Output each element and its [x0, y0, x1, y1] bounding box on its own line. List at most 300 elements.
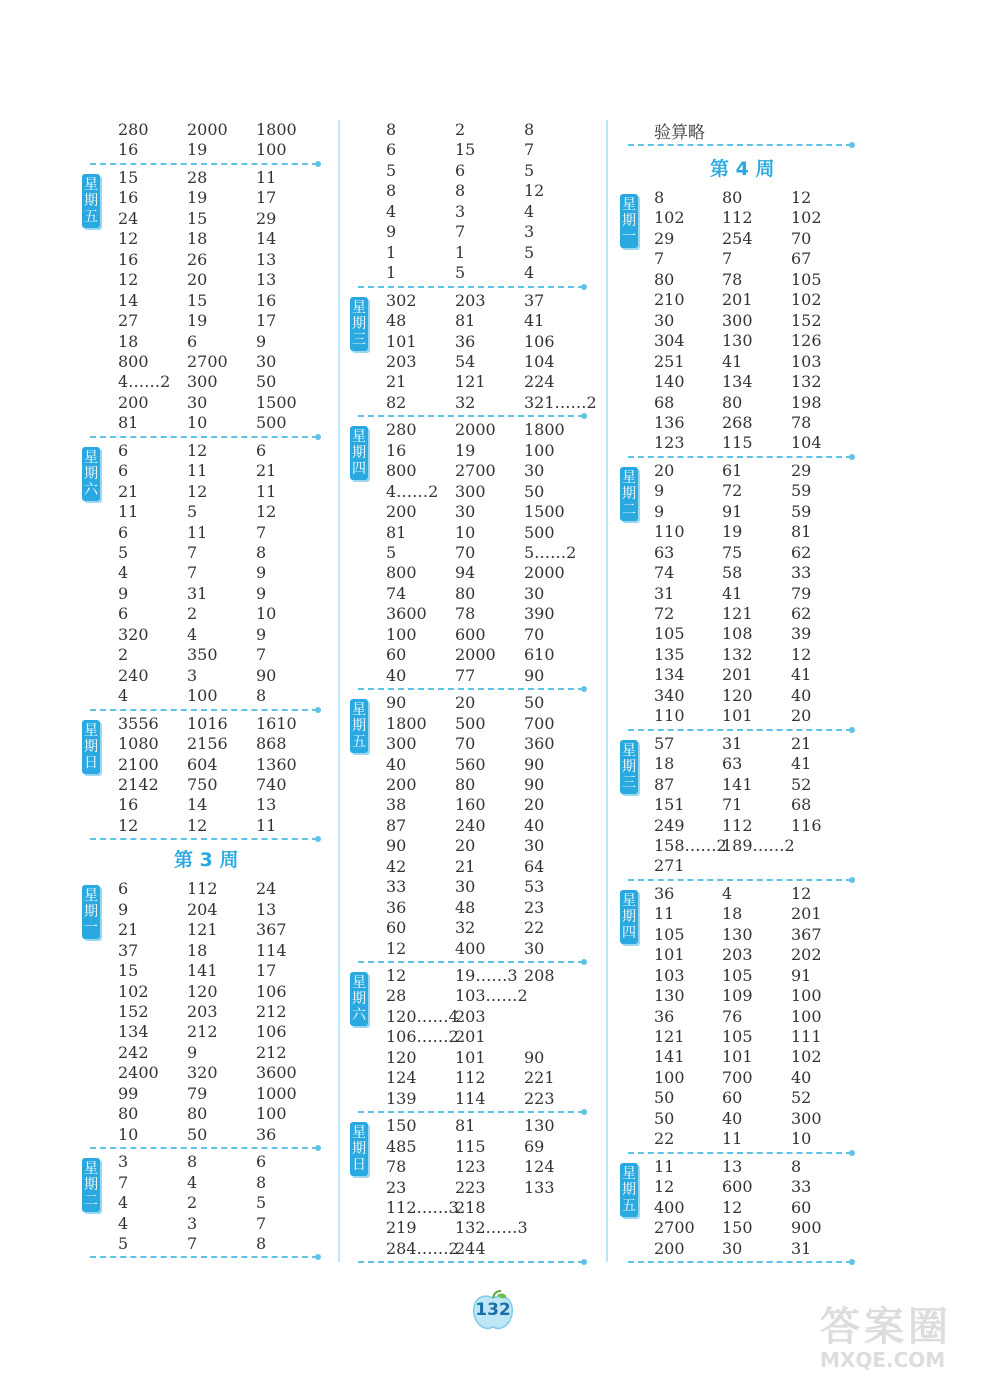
- answer-value: 132: [791, 372, 822, 392]
- answer-value: 11: [256, 815, 277, 835]
- answer-value: 13: [256, 795, 277, 815]
- answer-value: 320: [187, 1063, 218, 1083]
- day-label: [620, 194, 638, 248]
- answer-value: 151: [654, 795, 685, 815]
- section-divider: [358, 688, 584, 690]
- answer-value: 74: [654, 563, 675, 583]
- answer-value: 101: [386, 331, 417, 351]
- answer-value: 12: [524, 181, 545, 201]
- answer-value: 1: [386, 242, 397, 262]
- answer-value: 5: [256, 1193, 267, 1213]
- answer-value: 1800: [256, 120, 297, 139]
- answer-value: 11: [118, 502, 139, 522]
- answer-value: 9: [256, 583, 267, 603]
- answer-value: 100: [386, 624, 417, 644]
- answer-value: 1: [386, 263, 397, 283]
- day-label: [82, 720, 100, 774]
- answer-value: 300: [455, 481, 486, 501]
- answer-value: 7: [187, 543, 198, 562]
- answer-value: 560: [455, 754, 486, 774]
- day-label-char: 二: [84, 1193, 98, 1210]
- day-label-char: 星: [622, 197, 636, 213]
- answer-value: 203: [455, 1006, 486, 1026]
- answer-value: 112: [722, 815, 753, 835]
- day-label-char: 星: [352, 429, 366, 446]
- answer-value: 6: [118, 522, 129, 542]
- answer-value: 300: [187, 372, 218, 392]
- section-divider: [90, 163, 318, 165]
- answer-value: 11: [722, 1129, 743, 1149]
- answer-value: 740: [256, 774, 287, 794]
- answer-value: 2: [118, 645, 129, 665]
- section-divider: [358, 961, 584, 963]
- answer-value: 14: [118, 290, 139, 310]
- answer-value: 78: [722, 269, 743, 289]
- answer-value: 91: [791, 965, 812, 985]
- answer-value: 40: [386, 665, 407, 685]
- answer-value: 40: [791, 685, 812, 705]
- answer-value: 3: [524, 222, 535, 242]
- answer-value: 9: [256, 624, 267, 644]
- answer-value: 112: [187, 879, 218, 899]
- answer-value: 5: [386, 160, 397, 180]
- answer-value: 868: [256, 734, 287, 754]
- answer-value: 2000: [455, 645, 496, 665]
- answer-value: 101: [722, 706, 753, 726]
- answer-value: 20: [791, 706, 812, 726]
- answer-value: 14: [187, 795, 208, 815]
- answer-value: 203: [386, 351, 417, 371]
- answer-value: 50: [187, 1124, 208, 1144]
- answer-value: 50: [256, 372, 277, 392]
- answer-value: 202: [791, 945, 822, 965]
- answer-value: 3556: [118, 713, 159, 733]
- day-label: [620, 740, 638, 794]
- answer-value: 70: [524, 624, 545, 644]
- answer-value: 94: [455, 563, 476, 583]
- answer-value: 15: [187, 208, 208, 228]
- answer-value: 12: [791, 883, 812, 903]
- answer-value: 4……2: [386, 481, 439, 501]
- answer-value: 16: [118, 249, 139, 269]
- answer-value: 300: [722, 310, 753, 330]
- answer-value: 8: [256, 1172, 267, 1192]
- answer-value: 134: [722, 372, 753, 392]
- watermark: [820, 1295, 952, 1372]
- answer-value: 81: [455, 311, 476, 331]
- answer-value: 2000: [455, 420, 496, 440]
- answer-value: 400: [654, 1197, 685, 1217]
- day-label-char: 星: [84, 1161, 98, 1178]
- day-label-char: 日: [84, 754, 98, 771]
- answer-value: 3600: [386, 604, 427, 624]
- answer-value: 79: [187, 1083, 208, 1103]
- answer-value: 78: [455, 604, 476, 624]
- answer-value: 11: [187, 461, 208, 481]
- answer-value: 9: [256, 331, 267, 351]
- answer-value: 15: [187, 290, 208, 310]
- answer-value: 7: [118, 1172, 129, 1192]
- answer-value: 30: [722, 1238, 743, 1258]
- answer-value: 15: [118, 961, 139, 981]
- answer-value: 26: [187, 249, 208, 269]
- answer-value: 12: [187, 440, 208, 460]
- answer-value: 160: [455, 795, 486, 815]
- answer-value: 102: [791, 1047, 822, 1067]
- day-label: [350, 1122, 368, 1176]
- answer-value: 200: [386, 502, 417, 522]
- answer-value: 29: [791, 460, 812, 480]
- answer-value: 221: [524, 1068, 555, 1088]
- answer-value: 8: [256, 686, 267, 706]
- answer-value: 120: [386, 1047, 417, 1067]
- answer-value: 9: [654, 501, 665, 521]
- answer-value: 4: [118, 1213, 129, 1233]
- answer-value: 152: [118, 1002, 149, 1021]
- day-label-char: 期: [84, 738, 98, 755]
- answer-value: 37: [118, 940, 139, 960]
- answer-value: 90: [524, 665, 545, 685]
- section-divider: [358, 415, 584, 417]
- answer-value: 19……3: [455, 966, 518, 985]
- answer-value: 104: [791, 433, 822, 453]
- answer-value: 90: [256, 665, 277, 685]
- answer-value: 350: [187, 645, 218, 665]
- answer-value: 30: [524, 836, 545, 856]
- answer-value: 12: [256, 502, 277, 522]
- section-divider: [628, 1152, 852, 1154]
- answer-value: 100: [256, 1104, 287, 1124]
- answer-value: 8: [654, 188, 665, 207]
- day-label: [82, 1158, 100, 1212]
- answer-value: 223: [455, 1177, 486, 1197]
- answer-value: 80: [455, 583, 476, 603]
- answer-value: 19: [187, 140, 208, 160]
- answer-value: 201: [791, 904, 822, 924]
- answer-value: 7: [187, 1233, 198, 1253]
- answer-value: 79: [791, 583, 812, 603]
- answer-value: 8: [256, 543, 267, 562]
- answer-value: 41: [722, 351, 743, 371]
- answer-value: 4: [524, 201, 535, 221]
- answer-value: 12: [654, 1177, 675, 1197]
- answer-value: 12: [187, 481, 208, 501]
- answer-value: 17: [256, 961, 277, 981]
- answer-value: 7: [256, 522, 267, 542]
- answer-value: 200: [118, 392, 149, 412]
- answer-value: 64: [524, 856, 545, 876]
- answer-value: 150: [386, 1116, 417, 1136]
- day-label: [620, 1163, 638, 1217]
- answer-value: 750: [187, 774, 218, 794]
- answer-value: 604: [187, 754, 218, 774]
- answer-value: 11: [654, 904, 675, 924]
- answer-value: 120……4: [386, 1006, 459, 1026]
- answer-value: 106: [524, 331, 555, 351]
- answer-value: 212: [256, 1042, 287, 1062]
- day-label: [82, 174, 100, 228]
- answer-value: 123: [455, 1157, 486, 1177]
- answer-value: 500: [524, 522, 555, 542]
- answer-value: 242: [118, 1042, 149, 1062]
- answer-value: 218: [455, 1197, 486, 1217]
- answer-value: 304: [654, 331, 685, 351]
- answer-value: 48: [455, 897, 476, 917]
- answer-value: 11: [256, 481, 277, 501]
- answer-value: 31: [187, 583, 208, 603]
- answer-value: 1000: [256, 1083, 297, 1103]
- answer-value: 38: [386, 795, 407, 815]
- day-label-char: 星: [622, 892, 636, 909]
- answer-value: 11: [654, 1156, 675, 1176]
- answer-value: 5: [455, 263, 466, 283]
- day-label-char: 期: [84, 192, 98, 209]
- answer-value: 1016: [187, 713, 228, 733]
- answer-value: 212: [187, 1022, 218, 1042]
- answer-value: 219: [386, 1218, 417, 1238]
- answer-value: 9: [118, 899, 129, 919]
- answer-value: 3: [187, 1213, 198, 1233]
- answer-value: 3: [455, 201, 466, 221]
- answer-value: 390: [524, 604, 555, 624]
- answer-value: 9: [654, 481, 665, 501]
- answer-value: 77: [455, 665, 476, 685]
- answer-value: 29: [256, 208, 277, 228]
- answer-value: 105: [654, 924, 685, 944]
- answer-value: 6: [386, 140, 397, 160]
- answer-value: 76: [722, 1006, 743, 1026]
- answer-value: 41: [524, 311, 545, 331]
- answer-value: 150: [722, 1218, 753, 1238]
- column-separator: [338, 120, 340, 1262]
- answer-value: 15: [118, 167, 139, 187]
- answer-value: 4: [722, 883, 733, 903]
- day-label-char: 星: [84, 449, 98, 466]
- answer-value: 7: [455, 222, 466, 242]
- answer-value: 201: [722, 290, 753, 310]
- answer-value: 17: [256, 188, 277, 208]
- answer-value: 203: [722, 945, 753, 965]
- answer-value: 610: [524, 645, 555, 665]
- section-divider: [358, 1261, 584, 1263]
- answer-value: 340: [654, 685, 685, 705]
- answer-value: 12: [187, 815, 208, 835]
- answer-value: 1: [455, 242, 466, 262]
- answer-value: 101: [455, 1047, 486, 1067]
- answer-value: 6: [118, 440, 129, 460]
- day-label-char: 星: [352, 702, 366, 719]
- answer-value: 12: [118, 229, 139, 249]
- day-label: [620, 890, 638, 944]
- answer-value: 8: [386, 120, 397, 139]
- answer-value: 5: [524, 160, 535, 180]
- answer-value: 40: [386, 754, 407, 774]
- answer-value: 121: [455, 372, 486, 392]
- answer-value: 6: [118, 461, 129, 481]
- answer-value: 52: [791, 774, 812, 794]
- answer-value: 134: [118, 1022, 149, 1042]
- day-label-char: 期: [622, 908, 636, 925]
- day-label-char: 二: [622, 501, 636, 518]
- section-divider: [90, 1147, 318, 1149]
- answer-value: 115: [455, 1136, 486, 1156]
- answer-value: 78: [791, 412, 812, 432]
- answer-value: 203: [455, 290, 486, 310]
- answer-value: 104: [524, 351, 555, 371]
- answer-value: 300: [791, 1108, 822, 1128]
- answer-value: 18: [187, 940, 208, 960]
- answer-value: 12: [118, 270, 139, 290]
- answer-value: 7: [722, 249, 733, 269]
- answer-value: 90: [524, 774, 545, 794]
- answer-value: 82: [386, 392, 407, 412]
- answer-value: 6: [118, 879, 129, 899]
- day-label: [350, 972, 368, 1026]
- answer-value: 4: [118, 563, 129, 583]
- answer-value: 158……2: [654, 835, 727, 855]
- answer-value: 7: [256, 645, 267, 665]
- answer-value: 22: [654, 1129, 675, 1149]
- answer-value: 80: [118, 1104, 139, 1124]
- answer-value: 61: [722, 460, 743, 480]
- answer-value: 200: [386, 774, 417, 794]
- answer-value: 13: [256, 270, 277, 290]
- answer-value: 400: [455, 938, 486, 958]
- answer-value: 19: [455, 440, 476, 460]
- day-label-char: 期: [352, 1141, 366, 1158]
- answer-value: 700: [524, 713, 555, 733]
- answer-value: 2700: [187, 351, 228, 371]
- answer-value: 132……3: [455, 1218, 528, 1238]
- section-divider: [628, 879, 852, 881]
- answer-value: 8: [455, 181, 466, 201]
- answer-value: 367: [256, 920, 287, 940]
- answer-value: 800: [386, 563, 417, 583]
- answer-value: 13: [256, 899, 277, 919]
- answer-value: 121: [654, 1027, 685, 1046]
- answer-value: 102: [791, 208, 822, 228]
- answer-value: 80: [187, 1104, 208, 1124]
- answer-value: 360: [524, 734, 555, 754]
- answer-value: 105: [791, 269, 822, 289]
- page-number: 132: [475, 1300, 511, 1320]
- answer-value: 14: [256, 229, 277, 249]
- answer-value: 6: [455, 160, 466, 180]
- answer-value: 30: [455, 877, 476, 897]
- answer-value: 208: [524, 966, 555, 985]
- answer-value: 87: [386, 815, 407, 835]
- answer-value: 249: [654, 815, 685, 835]
- answer-value: 4: [187, 1172, 198, 1192]
- answer-value: 31: [654, 583, 675, 603]
- answer-value: 115: [722, 433, 753, 453]
- note-text: 验算略: [654, 123, 705, 143]
- answer-value: 4: [187, 624, 198, 644]
- answer-value: 321……2: [524, 392, 597, 412]
- answer-value: 28: [386, 986, 407, 1006]
- answer-value: 72: [654, 604, 675, 623]
- answer-value: 18: [654, 754, 675, 774]
- answer-value: 16: [118, 140, 139, 160]
- day-label: [82, 885, 100, 939]
- answer-value: 111: [791, 1027, 822, 1046]
- day-label-char: 星: [352, 299, 366, 316]
- day-label-char: 期: [352, 445, 366, 462]
- answer-value: 1360: [256, 754, 297, 774]
- answer-value: 30: [654, 310, 675, 330]
- section-divider: [90, 1256, 318, 1258]
- answer-value: 105: [722, 965, 753, 985]
- answer-value: 1800: [386, 713, 427, 733]
- answer-value: 15: [455, 140, 476, 160]
- day-label-char: 期: [84, 904, 98, 921]
- answer-value: 5: [118, 543, 129, 562]
- answer-value: 80: [654, 269, 675, 289]
- section-divider: [358, 286, 584, 288]
- answer-value: 12: [118, 815, 139, 835]
- answer-value: 20: [524, 795, 545, 815]
- answer-value: 80: [722, 188, 743, 207]
- answer-value: 40: [722, 1108, 743, 1128]
- answer-value: 133: [524, 1177, 555, 1197]
- day-label-char: 三: [622, 774, 636, 791]
- answer-value: 60: [791, 1197, 812, 1217]
- answer-value: 102: [654, 208, 685, 228]
- answer-value: 62: [791, 604, 812, 623]
- answer-value: 900: [791, 1218, 822, 1238]
- day-label-char: 日: [352, 1157, 366, 1174]
- answer-value: 271: [654, 856, 685, 876]
- answer-value: 1500: [256, 392, 297, 412]
- answer-value: 2142: [118, 774, 159, 794]
- answer-value: 6: [118, 604, 129, 624]
- answer-value: 109: [722, 986, 753, 1006]
- answer-value: 33: [791, 563, 812, 583]
- answer-value: 30: [524, 583, 545, 603]
- day-label-char: 期: [84, 465, 98, 482]
- answer-value: 4: [386, 201, 397, 221]
- answer-value: 105: [722, 1027, 753, 1046]
- answer-value: 2100: [118, 754, 159, 774]
- answer-value: 18: [187, 229, 208, 249]
- answer-value: 50: [654, 1108, 675, 1128]
- answer-value: 141: [654, 1047, 685, 1067]
- answer-value: 130: [722, 924, 753, 944]
- answer-value: 302: [386, 290, 417, 310]
- day-label-char: 六: [84, 481, 98, 498]
- answer-value: 1080: [118, 734, 159, 754]
- answer-value: 7: [187, 563, 198, 583]
- answer-value: 20: [455, 693, 476, 713]
- answer-value: 600: [455, 624, 486, 644]
- answer-value: 42: [386, 856, 407, 876]
- answer-value: 8: [524, 120, 535, 139]
- answer-value: 2700: [654, 1218, 695, 1238]
- day-label: [350, 426, 368, 480]
- answer-value: 4……2: [118, 372, 171, 392]
- day-label-char: 期: [622, 758, 636, 775]
- answer-value: 32: [455, 918, 476, 938]
- answer-value: 3: [118, 1152, 129, 1172]
- answer-value: 201: [455, 1027, 486, 1047]
- answer-value: 23: [524, 897, 545, 917]
- answer-value: 12: [386, 966, 407, 985]
- answer-value: 52: [791, 1088, 812, 1108]
- answer-value: 81: [791, 522, 812, 542]
- section-divider: [90, 709, 318, 711]
- answer-value: 5: [524, 242, 535, 262]
- answer-value: 102: [118, 981, 149, 1001]
